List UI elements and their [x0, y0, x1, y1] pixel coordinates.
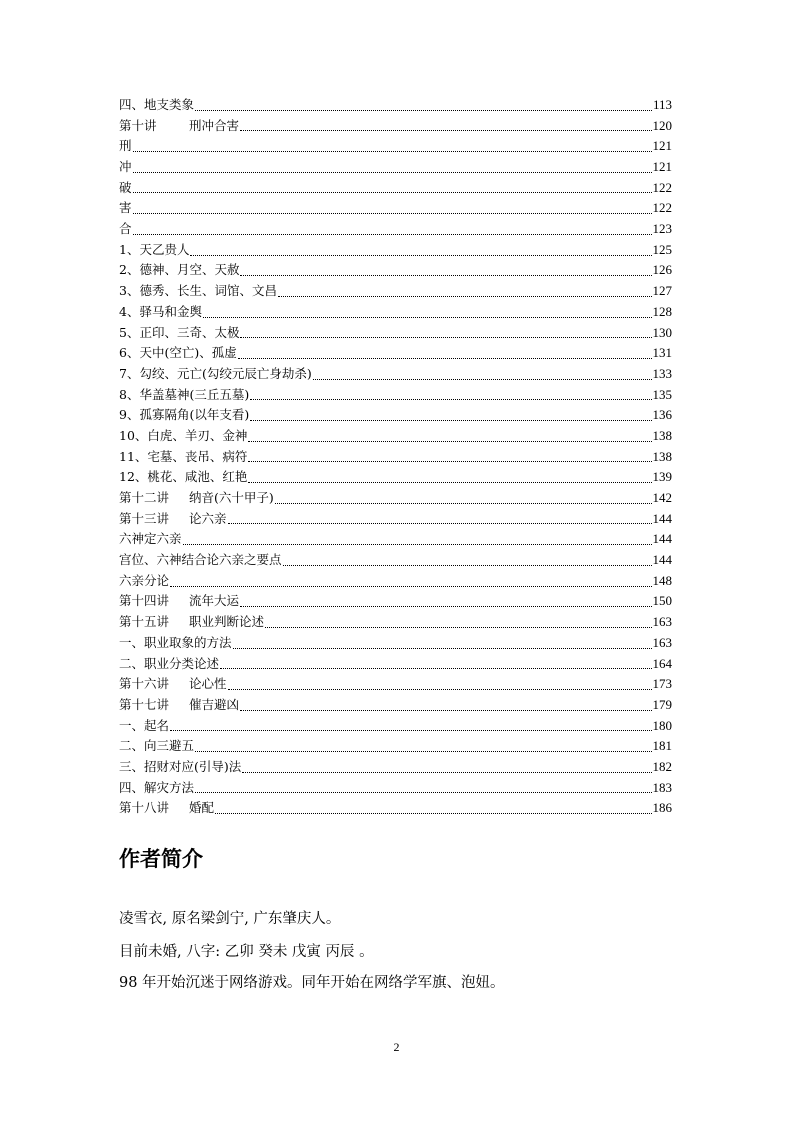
toc-dot-leader [195, 110, 652, 111]
toc-entry-text: 6、天中(空亡)、孤虚 [119, 345, 237, 361]
toc-entry-title [119, 157, 132, 178]
toc-dot-leader [240, 275, 651, 276]
toc-page-number: 126 [652, 262, 672, 278]
toc-entry-title [119, 405, 249, 426]
toc-entry-title [119, 654, 219, 675]
toc-dot-leader [220, 668, 651, 669]
toc-entry-title [119, 178, 132, 199]
toc-entry[interactable] [119, 426, 672, 447]
toc-entry-text: 11、宅墓、丧吊、病符 [119, 448, 248, 464]
toc-entry-title [119, 426, 247, 447]
toc-dot-leader [250, 399, 651, 400]
toc-page-number: 173 [652, 676, 672, 692]
toc-entry[interactable] [119, 219, 672, 240]
toc-lecture-number: 第十二讲 [119, 490, 170, 506]
toc-dot-leader [313, 379, 652, 380]
toc-entry[interactable] [119, 571, 672, 592]
toc-entry-title [119, 260, 239, 281]
toc-entry-text: 4、驿马和金舆 [119, 303, 202, 319]
toc-entry-title [119, 509, 227, 530]
toc-entry[interactable] [119, 612, 672, 633]
toc-entry[interactable] [119, 323, 672, 344]
toc-page-number: 163 [652, 634, 672, 650]
toc-entry-text: 六亲分论 [119, 572, 170, 588]
toc-page-number: 144 [652, 510, 672, 526]
toc-entry-text: 7、勾绞、元亡(勾绞元辰亡身劫杀) [119, 365, 312, 381]
toc-lecture-number: 第十八讲 [119, 800, 170, 816]
toc-page-number: 128 [652, 303, 672, 319]
toc-lecture-number: 第十讲 [119, 117, 157, 133]
toc-dot-leader [195, 751, 651, 752]
author-intro-paragraph-2: 目前未婚, 八字: 乙卯 癸未 戊寅 丙辰 。 [119, 944, 374, 960]
toc-entry-text: 1、天乙贵人 [119, 241, 190, 257]
toc-entry[interactable] [119, 343, 672, 364]
toc-dot-leader [283, 565, 652, 566]
toc-entry-text: 六神定六亲 [119, 531, 182, 547]
toc-page-number: 136 [652, 407, 672, 423]
toc-entry-title [119, 716, 169, 737]
toc-dot-leader [265, 627, 651, 628]
toc-page-number: 122 [652, 179, 672, 195]
toc-entry-title [119, 95, 194, 116]
toc-page-number: 122 [652, 200, 672, 216]
toc-entry[interactable] [119, 240, 672, 261]
toc-entry[interactable] [119, 467, 672, 488]
toc-dot-leader [240, 337, 651, 338]
toc-entry-text: 婚配 [189, 800, 215, 816]
toc-page-number: 144 [652, 531, 672, 547]
toc-entry-text: 四、解灾方法 [119, 779, 195, 795]
toc-entry[interactable] [119, 178, 672, 199]
toc-entry-text: 论心性 [189, 676, 227, 692]
page-number: 2 [393, 1040, 400, 1054]
toc-lecture-number: 第十四讲 [119, 593, 170, 609]
toc-entry[interactable] [119, 302, 672, 323]
toc-entry-title [119, 467, 247, 488]
toc-lecture-number: 第十七讲 [119, 696, 170, 712]
toc-dot-leader [170, 586, 651, 587]
toc-page-number: 142 [652, 490, 672, 506]
toc-entry[interactable] [119, 509, 672, 530]
toc-entry-text: 2、德神、月空、天赦 [119, 262, 240, 278]
toc-dot-leader [242, 772, 651, 773]
toc-entry-text: 冲 [119, 159, 132, 175]
toc-entry-text: 害 [119, 200, 132, 216]
toc-dot-leader [133, 192, 652, 193]
toc-page-number: 120 [652, 117, 672, 133]
toc-entry-title [119, 736, 194, 757]
toc-entry[interactable] [119, 198, 672, 219]
toc-dot-leader [275, 503, 652, 504]
toc-lecture-number: 第十六讲 [119, 676, 170, 692]
toc-page-number: 148 [652, 572, 672, 588]
toc-entry-text: 3、德秀、长生、词馆、文昌 [119, 283, 277, 299]
toc-entry[interactable] [119, 674, 672, 695]
toc-entry[interactable] [119, 529, 672, 550]
toc-entry[interactable] [119, 654, 672, 675]
toc-dot-leader [250, 420, 651, 421]
toc-dot-leader [233, 648, 652, 649]
toc-entry-title [119, 695, 239, 716]
toc-entry-title [119, 240, 189, 261]
toc-entry[interactable] [119, 716, 672, 737]
toc-entry-title [119, 343, 237, 364]
toc-entry-title [119, 757, 241, 778]
toc-dot-leader [190, 255, 651, 256]
toc-entry-text: 破 [119, 179, 132, 195]
toc-page-number: 121 [652, 159, 672, 175]
toc-dot-leader [183, 544, 652, 545]
toc-entry-title [119, 529, 182, 550]
toc-page-number: 121 [652, 138, 672, 154]
toc-page-number: 138 [652, 448, 672, 464]
toc-entry-title [119, 323, 239, 344]
toc-entry-title [119, 488, 274, 509]
toc-entry[interactable] [119, 757, 672, 778]
toc-page-number: 182 [652, 758, 672, 774]
toc-entry-title [119, 385, 249, 406]
author-intro-heading: 作者简介 [119, 847, 203, 871]
toc-entry-title [119, 612, 264, 633]
toc-page-number: 144 [652, 552, 672, 568]
toc-entry[interactable] [119, 281, 672, 302]
toc-entry[interactable] [119, 364, 672, 385]
author-intro-paragraph-1: 凌雪衣, 原名梁剑宁, 广东肇庆人。 [119, 911, 341, 927]
author-intro-paragraph-3: 98 年开始沉迷于网络游戏。同年开始在网络学军旗、泡妞。 [119, 975, 505, 991]
toc-entry-title [119, 302, 202, 323]
toc-dot-leader [240, 710, 651, 711]
toc-entry-title [119, 364, 312, 385]
toc-entry-text: 刑 [119, 138, 132, 154]
toc-dot-leader [170, 730, 651, 731]
toc-dot-leader [248, 482, 651, 483]
toc-page-number: 130 [652, 324, 672, 340]
toc-page-number: 125 [652, 241, 672, 257]
toc-entry-title [119, 219, 132, 240]
toc-entry[interactable] [119, 736, 672, 757]
toc-dot-leader [133, 172, 652, 173]
toc-dot-leader [278, 296, 652, 297]
toc-entry-title [119, 116, 239, 137]
toc-page-number: 183 [652, 779, 672, 795]
toc-entry[interactable] [119, 550, 672, 571]
toc-entry-text: 四、地支类象 [119, 96, 195, 112]
toc-entry-title [119, 447, 247, 468]
toc-entry[interactable] [119, 157, 672, 178]
toc-entry[interactable] [119, 633, 672, 654]
toc-dot-leader [215, 813, 651, 814]
toc-dot-leader [203, 317, 652, 318]
toc-page-number: 139 [652, 469, 672, 485]
toc-dot-leader [228, 523, 652, 524]
toc-entry-title [119, 281, 277, 302]
toc-entry-text: 宫位、六神结合论六亲之要点 [119, 552, 282, 568]
toc-entry-title [119, 591, 239, 612]
toc-lecture-number: 第十三讲 [119, 510, 170, 526]
toc-entry-text: 8、华盖墓神(三丘五墓) [119, 386, 250, 402]
table-of-contents [119, 95, 672, 819]
toc-page-number: 179 [652, 696, 672, 712]
toc-entry[interactable] [119, 488, 672, 509]
toc-entry-text: 二、向三避五 [119, 738, 195, 754]
toc-entry-text: 一、职业取象的方法 [119, 634, 232, 650]
toc-entry-title [119, 778, 194, 799]
toc-entry[interactable] [119, 116, 672, 137]
toc-dot-leader [133, 234, 652, 235]
toc-entry-text: 12、桃花、咸池、红艳 [119, 469, 248, 485]
toc-page-number: 163 [652, 614, 672, 630]
toc-entry-text: 流年大运 [189, 593, 240, 609]
toc-entry-title [119, 633, 232, 654]
toc-page-number: 138 [652, 427, 672, 443]
toc-page-number: 135 [652, 386, 672, 402]
toc-entry[interactable] [119, 136, 672, 157]
toc-entry-title [119, 136, 132, 157]
toc-entry[interactable] [119, 261, 672, 282]
toc-page-number: 186 [652, 800, 672, 816]
toc-dot-leader [248, 461, 651, 462]
toc-entry-title [119, 571, 169, 592]
toc-page-number: 123 [652, 221, 672, 237]
toc-entry-text: 9、孤寡隔角(以年支看) [119, 407, 250, 423]
toc-entry-title [119, 550, 282, 571]
toc-entry[interactable] [119, 592, 672, 613]
toc-page-number: 113 [652, 96, 672, 112]
toc-dot-leader [228, 689, 652, 690]
toc-dot-leader [133, 151, 652, 152]
toc-page-number: 180 [652, 717, 672, 733]
toc-entry-text: 刑冲合害 [189, 117, 240, 133]
toc-dot-leader [248, 441, 651, 442]
toc-entry[interactable] [119, 405, 672, 426]
toc-dot-leader [240, 130, 651, 131]
toc-entry-text: 三、招财对应(引导)法 [119, 758, 242, 774]
toc-entry-text: 催吉避凶 [189, 696, 240, 712]
toc-entry-text: 纳音(六十甲子) [189, 490, 274, 506]
toc-page-number: 131 [652, 345, 672, 361]
toc-lecture-number: 第十五讲 [119, 614, 170, 630]
toc-entry[interactable] [119, 385, 672, 406]
toc-page-number: 181 [652, 738, 672, 754]
toc-entry-text: 一、起名 [119, 717, 170, 733]
toc-entry-text: 5、正印、三奇、太极 [119, 324, 240, 340]
toc-page-number: 127 [652, 283, 672, 299]
toc-page-number: 150 [652, 593, 672, 609]
toc-entry[interactable] [119, 95, 672, 116]
toc-entry-text: 职业判断论述 [189, 614, 265, 630]
toc-page-number: 164 [652, 655, 672, 671]
toc-entry-title [119, 198, 132, 219]
toc-entry[interactable] [119, 778, 672, 799]
toc-entry-text: 合 [119, 221, 132, 237]
toc-entry-text: 二、职业分类论述 [119, 655, 220, 671]
toc-page-number: 133 [652, 365, 672, 381]
toc-entry-text: 10、白虎、羊刃、金神 [119, 427, 248, 443]
toc-dot-leader [133, 213, 652, 214]
toc-entry-title [119, 798, 214, 819]
toc-entry[interactable] [119, 798, 672, 819]
toc-entry[interactable] [119, 695, 672, 716]
toc-dot-leader [240, 606, 651, 607]
toc-entry-text: 论六亲 [189, 510, 227, 526]
toc-dot-leader [195, 792, 651, 793]
toc-entry-title [119, 674, 227, 695]
toc-dot-leader [238, 358, 652, 359]
toc-entry[interactable] [119, 447, 672, 468]
